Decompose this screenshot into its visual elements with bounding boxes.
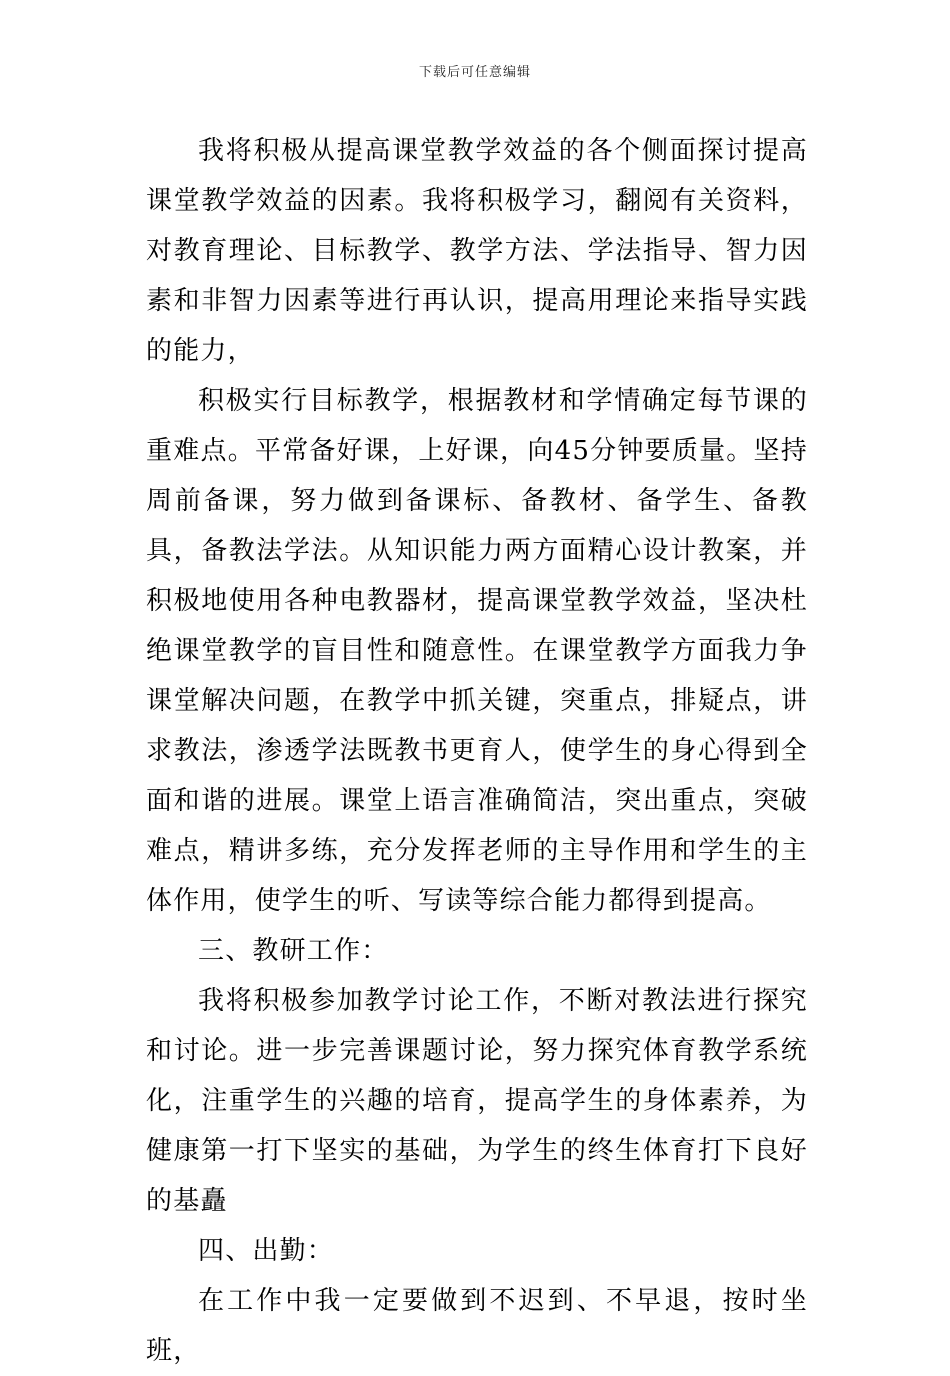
paragraph-target-teaching: 积极实行目标教学，根据教材和学情确定每节课的重难点。平常备好课，上好课，向45分钟要质量。坚持周前备课，努力做到备课标、备教材、备学生、备教具，备教法学法。从知识能力两方面精心设计教案，并积极地使用各种电教器材，提高课堂教学效益，坚决杜绝课堂教学的盲目性和随意性。在课堂教学方面我力争课堂解决问题，在教学中抓关键，突重点，排疑点，讲求教法，渗透学法既教书更育人，使学生的身心得到全面和谐的进展。课堂上语言准确简洁，突出重点，突破难点，精讲多练，充分发挥老师的主导作用和学生的主体作用，使学生的听、写读等综合能力都得到提高。	[146, 386, 808, 916]
section-heading-attendance: 四、出勤：	[198, 1236, 335, 1266]
body-text	[146, 126, 808, 1376]
header-note: 下载后可任意编辑	[418, 65, 531, 80]
paragraph-attendance: 在工作中我一定要做到不迟到、不早退，按时坐班，	[146, 1286, 808, 1366]
paragraph-teaching-research: 我将积极参加教学讨论工作，不断对教法进行探究和讨论。进一步完善课题讨论，努力探究体育教学系统化，注重学生的兴趣的培育，提高学生的身体素养，为健康第一打下坚实的基础，为学生的终生体育打下良好的基矗	[146, 986, 808, 1216]
section-heading-teaching-research: 三、教研工作：	[198, 936, 389, 966]
paragraph-teaching-efficiency: 我将积极从提高课堂教学效益的各个侧面探讨提高课堂教学效益的因素。我将积极学习，翻阅有关资料，对教育理论、目标教学、教学方法、学法指导、智力因素和非智力因素等进行再认识，提高用理论来指导实践的能力，	[146, 136, 808, 366]
